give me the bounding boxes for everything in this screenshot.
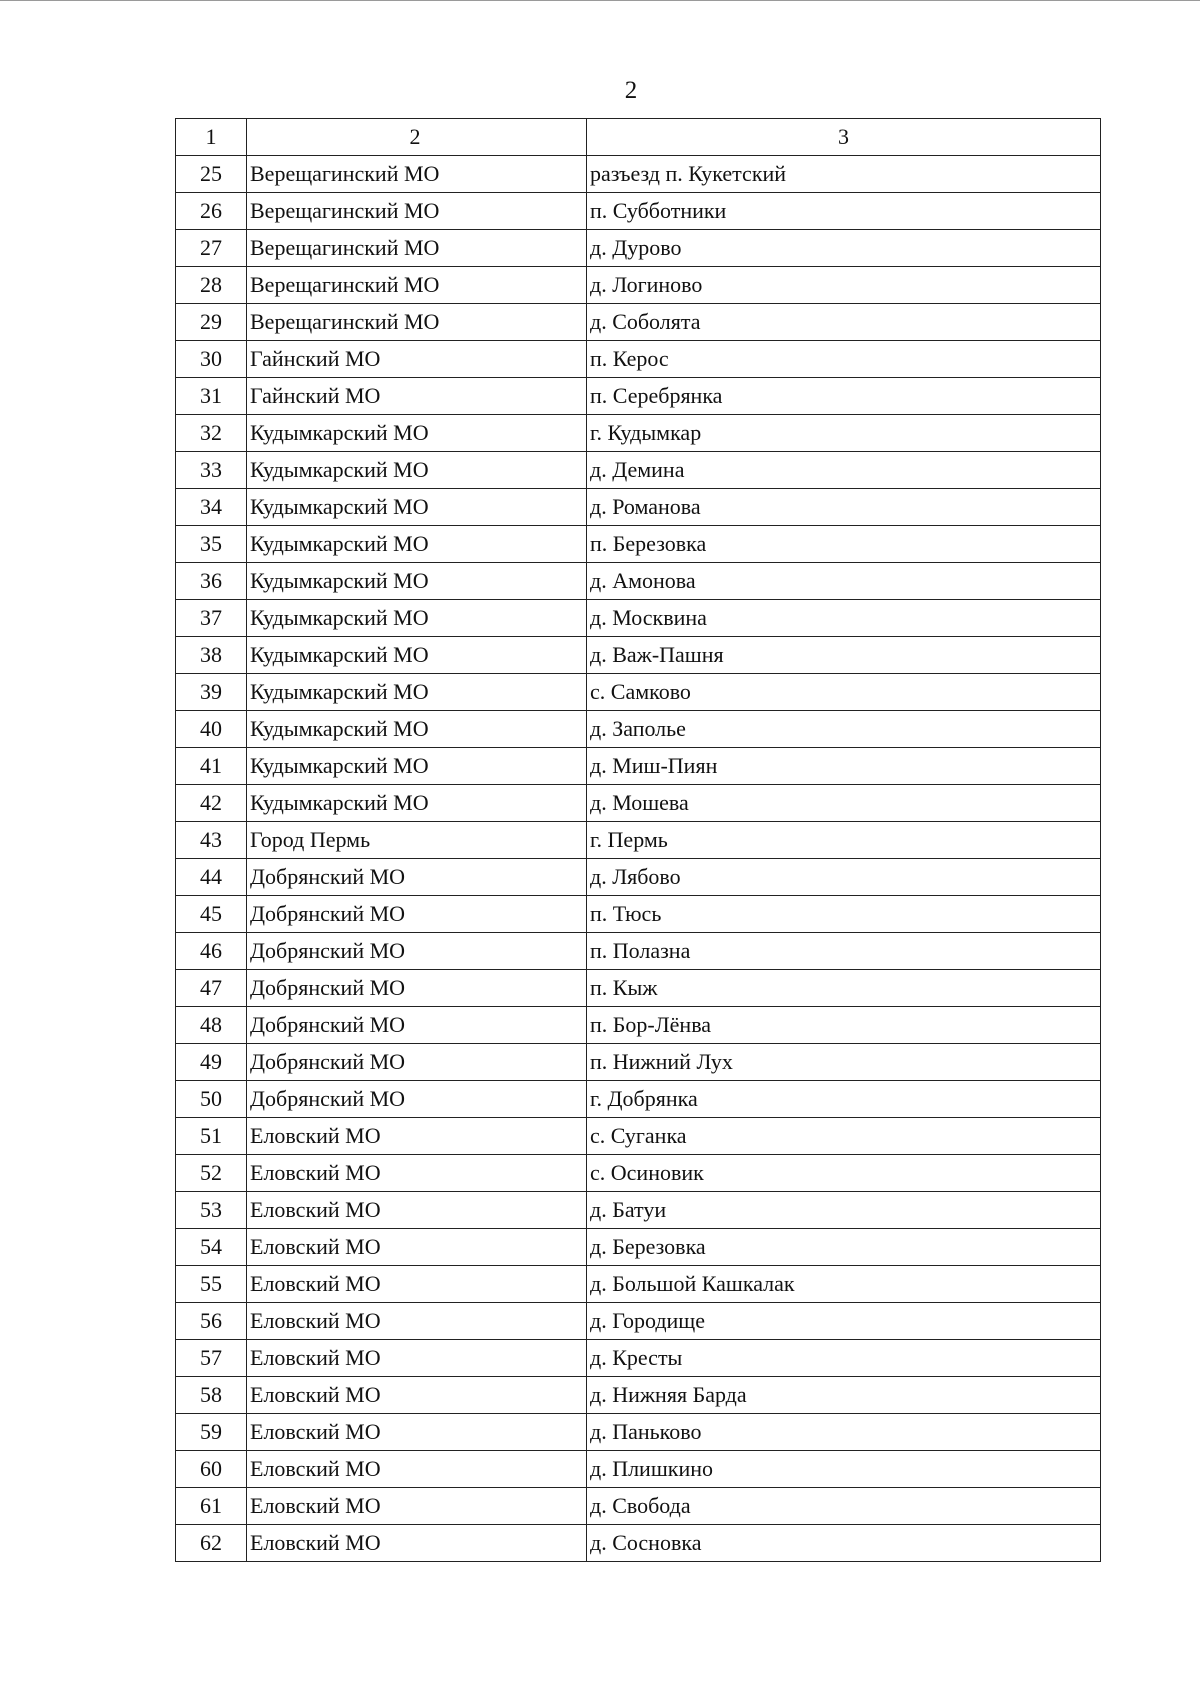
municipality-cell: Еловский МО: [247, 1451, 587, 1488]
settlement-cell: п. Керос: [587, 341, 1101, 378]
row-number-cell: 52: [176, 1155, 247, 1192]
settlement-cell: д. Большой Кашкалак: [587, 1266, 1101, 1303]
settlement-cell: д. Романова: [587, 489, 1101, 526]
municipality-cell: Верещагинский МО: [247, 304, 587, 341]
table-row: [176, 1007, 1101, 1044]
municipality-cell: Еловский МО: [247, 1118, 587, 1155]
municipality-cell: Верещагинский МО: [247, 156, 587, 193]
municipality-cell: Добрянский МО: [247, 970, 587, 1007]
municipality-cell: Еловский МО: [247, 1414, 587, 1451]
municipality-cell: Кудымкарский МО: [247, 415, 587, 452]
table-row: [176, 341, 1101, 378]
table-row: [176, 1340, 1101, 1377]
settlement-cell: п. Субботники: [587, 193, 1101, 230]
settlement-cell: д. Соболята: [587, 304, 1101, 341]
row-number-cell: 38: [176, 637, 247, 674]
settlement-cell: д. Свобода: [587, 1488, 1101, 1525]
table-row: [176, 1118, 1101, 1155]
table-row: [176, 711, 1101, 748]
municipality-cell: Кудымкарский МО: [247, 526, 587, 563]
row-number-cell: 35: [176, 526, 247, 563]
settlement-cell: д. Батуи: [587, 1192, 1101, 1229]
municipality-cell: Кудымкарский МО: [247, 563, 587, 600]
row-number-cell: 49: [176, 1044, 247, 1081]
settlement-cell: д. Березовка: [587, 1229, 1101, 1266]
settlement-cell: разъезд п. Кукетский: [587, 156, 1101, 193]
municipality-cell: Кудымкарский МО: [247, 489, 587, 526]
settlement-cell: д. Москвина: [587, 600, 1101, 637]
row-number-cell: 28: [176, 267, 247, 304]
row-number-cell: 29: [176, 304, 247, 341]
municipality-cell: Кудымкарский МО: [247, 637, 587, 674]
table-row: [176, 896, 1101, 933]
municipality-cell: Еловский МО: [247, 1155, 587, 1192]
municipality-cell: Город Пермь: [247, 822, 587, 859]
row-number-cell: 40: [176, 711, 247, 748]
settlement-cell: д. Кресты: [587, 1340, 1101, 1377]
municipality-cell: Гайнский МО: [247, 341, 587, 378]
page-top-edge: [0, 0, 1200, 1]
municipality-cell: Еловский МО: [247, 1192, 587, 1229]
row-number-cell: 33: [176, 452, 247, 489]
table-row: [176, 1081, 1101, 1118]
row-number-cell: 25: [176, 156, 247, 193]
column-header-2: 2: [247, 119, 587, 156]
settlement-cell: п. Серебрянка: [587, 378, 1101, 415]
row-number-cell: 58: [176, 1377, 247, 1414]
row-number-cell: 45: [176, 896, 247, 933]
municipality-cell: Кудымкарский МО: [247, 600, 587, 637]
municipality-cell: Кудымкарский МО: [247, 748, 587, 785]
municipality-cell: Еловский МО: [247, 1229, 587, 1266]
settlement-cell: д. Нижняя Барда: [587, 1377, 1101, 1414]
settlement-cell: п. Полазна: [587, 933, 1101, 970]
settlement-cell: д. Демина: [587, 452, 1101, 489]
row-number-cell: 31: [176, 378, 247, 415]
row-number-cell: 34: [176, 489, 247, 526]
table-row: [176, 526, 1101, 563]
table-row: [176, 1155, 1101, 1192]
settlement-cell: с. Суганка: [587, 1118, 1101, 1155]
table-row: [176, 822, 1101, 859]
table-row: [176, 193, 1101, 230]
municipality-cell: Добрянский МО: [247, 896, 587, 933]
table-row: [176, 748, 1101, 785]
settlements-table: [175, 118, 1101, 1562]
table-row: [176, 1266, 1101, 1303]
settlement-cell: г. Добрянка: [587, 1081, 1101, 1118]
row-number-cell: 37: [176, 600, 247, 637]
table-row: [176, 415, 1101, 452]
municipality-cell: Верещагинский МО: [247, 230, 587, 267]
municipality-cell: Кудымкарский МО: [247, 674, 587, 711]
settlement-cell: д. Паньково: [587, 1414, 1101, 1451]
table-row: [176, 1451, 1101, 1488]
row-number-cell: 48: [176, 1007, 247, 1044]
settlement-cell: п. Тюсь: [587, 896, 1101, 933]
municipality-cell: Еловский МО: [247, 1303, 587, 1340]
row-number-cell: 62: [176, 1525, 247, 1562]
row-number-cell: 39: [176, 674, 247, 711]
row-number-cell: 57: [176, 1340, 247, 1377]
row-number-cell: 47: [176, 970, 247, 1007]
column-header-1: 1: [176, 119, 247, 156]
table-row: [176, 563, 1101, 600]
row-number-cell: 26: [176, 193, 247, 230]
table-row: [176, 1377, 1101, 1414]
table-body: [176, 119, 1101, 1562]
settlement-cell: п. Кыж: [587, 970, 1101, 1007]
municipality-cell: Добрянский МО: [247, 1044, 587, 1081]
table-row: [176, 1192, 1101, 1229]
row-number-cell: 27: [176, 230, 247, 267]
settlement-cell: г. Кудымкар: [587, 415, 1101, 452]
table-header-row: [176, 119, 1101, 156]
settlement-cell: д. Миш-Пиян: [587, 748, 1101, 785]
settlement-cell: г. Пермь: [587, 822, 1101, 859]
municipality-cell: Еловский МО: [247, 1377, 587, 1414]
municipality-cell: Добрянский МО: [247, 1007, 587, 1044]
table-row: [176, 1414, 1101, 1451]
municipality-cell: Добрянский МО: [247, 1081, 587, 1118]
table-row: [176, 674, 1101, 711]
row-number-cell: 44: [176, 859, 247, 896]
row-number-cell: 60: [176, 1451, 247, 1488]
settlement-cell: д. Важ-Пашня: [587, 637, 1101, 674]
settlement-cell: п. Бор-Лёнва: [587, 1007, 1101, 1044]
municipality-cell: Еловский МО: [247, 1340, 587, 1377]
table-row: [176, 1044, 1101, 1081]
page-number: 2: [624, 77, 638, 104]
row-number-cell: 61: [176, 1488, 247, 1525]
settlement-cell: д. Сосновка: [587, 1525, 1101, 1562]
row-number-cell: 43: [176, 822, 247, 859]
settlement-cell: д. Лябово: [587, 859, 1101, 896]
table-row: [176, 1229, 1101, 1266]
settlement-cell: п. Березовка: [587, 526, 1101, 563]
row-number-cell: 36: [176, 563, 247, 600]
table-row: [176, 1488, 1101, 1525]
table-row: [176, 304, 1101, 341]
row-number-cell: 55: [176, 1266, 247, 1303]
table-row: [176, 452, 1101, 489]
table-row: [176, 489, 1101, 526]
row-number-cell: 41: [176, 748, 247, 785]
settlement-cell: д. Амонова: [587, 563, 1101, 600]
table-row: [176, 1303, 1101, 1340]
row-number-cell: 53: [176, 1192, 247, 1229]
settlement-cell: д. Мошева: [587, 785, 1101, 822]
settlement-cell: д. Дурово: [587, 230, 1101, 267]
settlement-cell: с. Осиновик: [587, 1155, 1101, 1192]
municipality-cell: Еловский МО: [247, 1488, 587, 1525]
row-number-cell: 42: [176, 785, 247, 822]
row-number-cell: 30: [176, 341, 247, 378]
municipality-cell: Добрянский МО: [247, 859, 587, 896]
table-row: [176, 600, 1101, 637]
table-row: [176, 267, 1101, 304]
municipality-cell: Еловский МО: [247, 1266, 587, 1303]
row-number-cell: 46: [176, 933, 247, 970]
table-row: [176, 378, 1101, 415]
settlement-cell: д. Заполье: [587, 711, 1101, 748]
settlement-cell: д. Городище: [587, 1303, 1101, 1340]
row-number-cell: 54: [176, 1229, 247, 1266]
municipality-cell: Кудымкарский МО: [247, 452, 587, 489]
table-row: [176, 859, 1101, 896]
row-number-cell: 50: [176, 1081, 247, 1118]
table-row: [176, 970, 1101, 1007]
municipality-cell: Еловский МО: [247, 1525, 587, 1562]
row-number-cell: 32: [176, 415, 247, 452]
row-number-cell: 51: [176, 1118, 247, 1155]
settlement-cell: п. Нижний Лух: [587, 1044, 1101, 1081]
municipality-cell: Кудымкарский МО: [247, 711, 587, 748]
table-row: [176, 785, 1101, 822]
settlement-cell: д. Логиново: [587, 267, 1101, 304]
municipality-cell: Гайнский МО: [247, 378, 587, 415]
row-number-cell: 56: [176, 1303, 247, 1340]
table-row: [176, 1525, 1101, 1562]
municipality-cell: Добрянский МО: [247, 933, 587, 970]
row-number-cell: 59: [176, 1414, 247, 1451]
settlement-cell: с. Самково: [587, 674, 1101, 711]
municipality-cell: Верещагинский МО: [247, 267, 587, 304]
table-row: [176, 933, 1101, 970]
table-row: [176, 156, 1101, 193]
municipality-cell: Верещагинский МО: [247, 193, 587, 230]
column-header-3: 3: [587, 119, 1101, 156]
table-row: [176, 230, 1101, 267]
settlement-cell: д. Плишкино: [587, 1451, 1101, 1488]
table-row: [176, 637, 1101, 674]
municipality-cell: Кудымкарский МО: [247, 785, 587, 822]
